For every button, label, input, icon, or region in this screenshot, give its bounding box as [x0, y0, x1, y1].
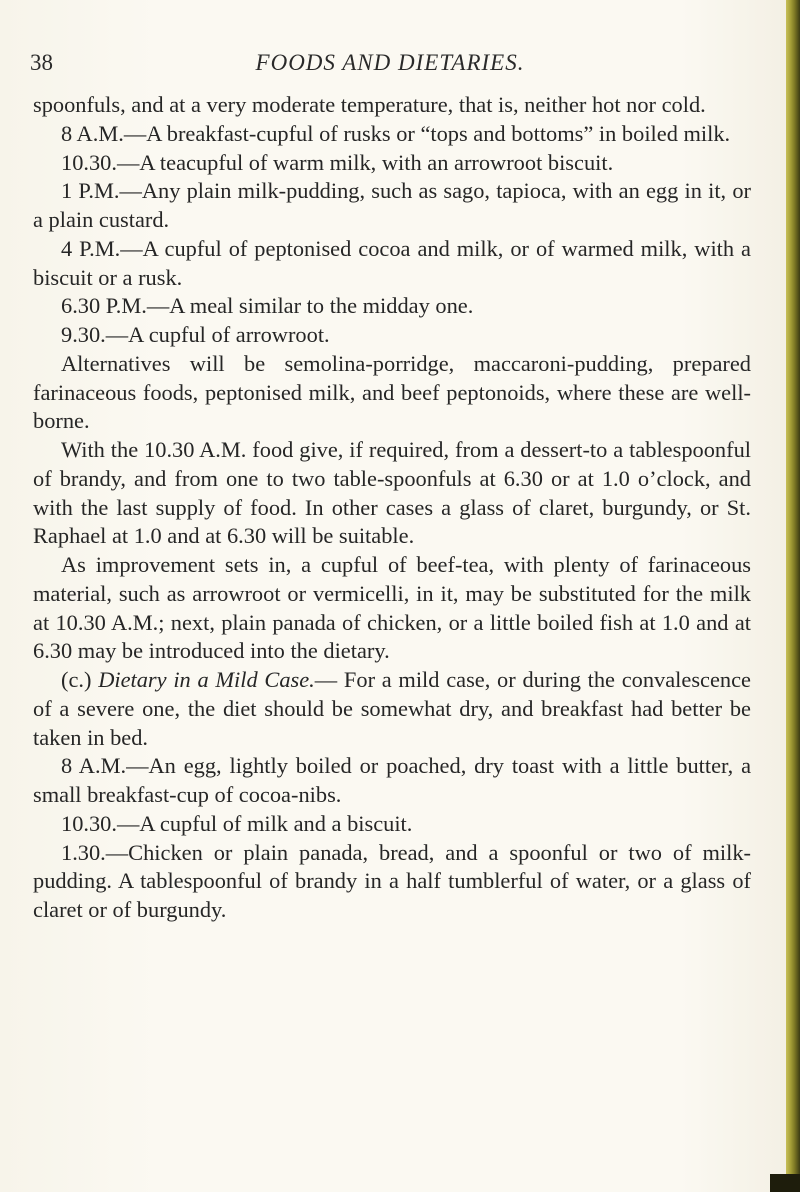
- paragraph-8am: [33, 120, 751, 149]
- running-title: FOODS AND DIETARIES.: [255, 50, 525, 75]
- meal-description: —A breakfast-cupful of rusks or “tops and bottoms” in boiled milk.: [123, 120, 731, 146]
- paragraph-continuation: spoonfuls, and at a very moderate temperature, that is, neither hot nor cold.: [33, 92, 706, 117]
- paragraph-1pm: [33, 177, 751, 235]
- meal-time: 1.30.: [61, 839, 106, 865]
- paragraph-mild-130: [33, 839, 751, 925]
- meal-description: —Any plain milk-pudding, such as sago, tapioca, with an egg in it, or a plain custard.: [33, 178, 751, 232]
- paragraph-mild-1030: [33, 810, 751, 839]
- section-text: — For a mild case, or during the convalescence of a severe one, the diet should be somewhat dry, and breakfast had better be taken in bed.: [33, 667, 751, 750]
- meal-time: 1 P.M.: [61, 178, 120, 204]
- paragraph-improvement: As improvement sets in, a cupful of beef-tea, with plenty of farinaceous material, such as arrowroot or vermicelli, in it, may be substituted for the milk at 10.30 A.M.; next, plain panada of chicken, or a little boiled fish at 1.0 and at 6.30 may be introduced into the dietary.: [33, 552, 751, 664]
- meal-time: 10.30.: [61, 810, 117, 836]
- meal-time: 8 A.M.: [61, 120, 124, 146]
- section-heading: Dietary in a Mild Case.: [98, 667, 315, 692]
- paragraph-mild-8am: [33, 752, 751, 810]
- page-body: [33, 91, 751, 925]
- meal-time: 9.30.: [61, 322, 106, 347]
- meal-description: —A cupful of arrowroot.: [105, 322, 330, 347]
- paragraph-mild-case: [33, 666, 751, 752]
- meal-time: 6.30 P.M.: [61, 293, 147, 319]
- meal-time: 10.30.: [61, 149, 117, 175]
- meal-time: 8 A.M.: [61, 753, 127, 779]
- section-label: (c.): [61, 667, 92, 692]
- page-corner-shadow: [770, 1174, 800, 1192]
- meal-description: —Chicken or plain panada, bread, and a spoonful or two of milk-pudding. A tablespoonful of brandy in a half tumblerful of water, or a glass of claret or of burgundy.: [33, 839, 751, 922]
- paragraph-930: [33, 321, 751, 350]
- paragraph-4pm: [33, 235, 751, 293]
- page-number: 38: [30, 50, 53, 75]
- page-header: [30, 50, 750, 84]
- meal-description: —A cupful of peptonised cocoa and milk, or of warmed milk, with a biscuit or a rusk.: [33, 235, 751, 290]
- meal-description: —A meal similar to the midday one.: [146, 293, 474, 319]
- meal-description: —An egg, lightly boiled or poached, dry toast with a little butter, a small breakfast-cup of cocoa-nibs.: [33, 753, 752, 807]
- paragraph-630pm: [33, 292, 751, 321]
- meal-time: 4 P.M.: [61, 235, 121, 261]
- paragraph-alternatives: Alternatives will be semolina-porridge, maccaroni-pudding, prepared farinaceous foods, peptonised milk, and beef peptonoids, where these are well-borne.: [33, 350, 751, 434]
- meal-description: —A cupful of milk and a biscuit.: [116, 810, 413, 836]
- meal-description: —A teacupful of warm milk, with an arrowroot biscuit.: [116, 149, 614, 175]
- page-edge-binding: [786, 0, 800, 1192]
- paragraph-brandy: With the 10.30 A.M. food give, if required, from a dessert-to a tablespoonful of brandy, and from one to two table-spoonfuls at 6.30 or at 1.0 o’clock, and with the last supply of food. In other cases a glass of claret, burgundy, or St. Raphael at 1.0 and at 6.30 will be suitable.: [33, 437, 751, 549]
- paragraph-1030: [33, 149, 751, 178]
